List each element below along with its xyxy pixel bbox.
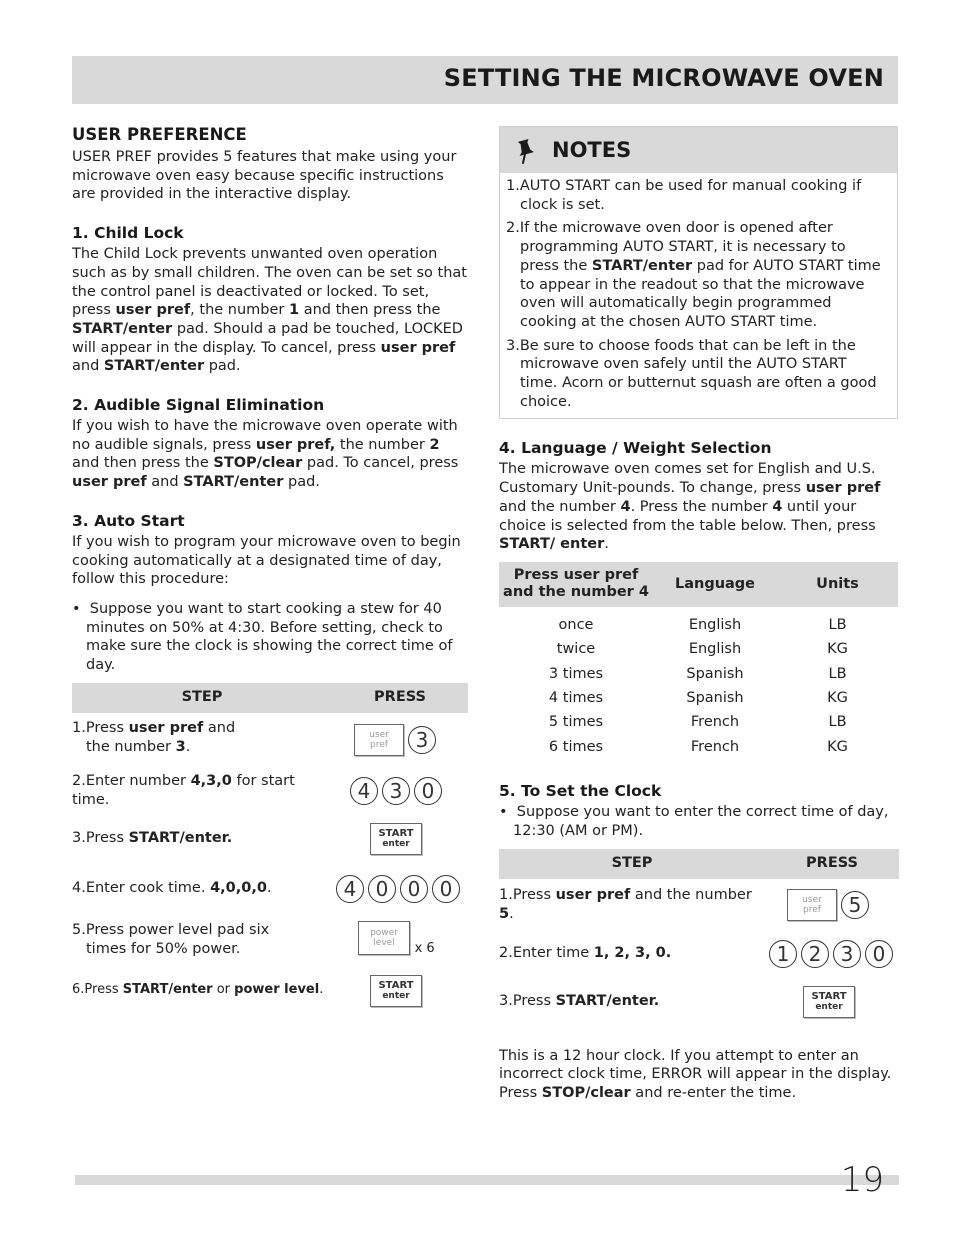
table-row	[72, 713, 468, 768]
step-column-header: STEP	[72, 683, 332, 713]
auto-start-heading: 3. Auto Start	[72, 511, 185, 530]
notes-box	[499, 126, 898, 419]
footer-bar	[75, 1175, 899, 1185]
step-cell: 3.Press START/enter.	[72, 830, 233, 847]
child-lock-heading: 1. Child Lock	[72, 224, 184, 243]
table-row	[499, 686, 898, 710]
auto-start-steps-table	[72, 683, 468, 1016]
digit-2-key[interactable]: 2	[801, 940, 829, 968]
press-cell	[332, 713, 468, 768]
auto-start-intro: If you wish to program your microwave oven to begin cooking automatically at a designated time of day, follow this procedure:	[72, 533, 461, 588]
user-pref-key[interactable]: user pref	[787, 889, 837, 921]
page-number: 19	[840, 1160, 884, 1200]
header-bar	[72, 56, 898, 104]
auto-start-bullet: • Suppose you want to start cooking a stew for 40 minutes on 50% at 4:30. Before setting, check to make sure the clock is showing the correct time of day.	[72, 600, 453, 674]
press-cell	[332, 768, 468, 814]
step-column-header: STEP	[499, 849, 765, 879]
digit-3-key[interactable]: 3	[833, 940, 861, 968]
table-row	[72, 814, 468, 864]
step-cell: 1.Press user pref and the number 5.	[499, 887, 752, 922]
user-preference-intro: USER PREF provides 5 features that make using your microwave oven easy because specific instructions are provided in the interactive display.	[72, 149, 457, 203]
notes-header	[500, 127, 897, 173]
clock-footer-text: This is a 12 hour clock. If you attempt to enter an incorrect clock time, ERROR will appear in the display. Press STOP/clear and re-enter the time.	[499, 1047, 892, 1102]
units-cell: LB	[828, 714, 847, 731]
units-cell: KG	[827, 641, 848, 658]
language-weight-text: The microwave oven comes set for English and U.S. Customary Unit-pounds. To change, press user pref and the number 4. Press the number 4 until your choice is selected from the table below. Then, press START/ enter.	[499, 461, 881, 553]
digit-3-key[interactable]: 3	[408, 726, 436, 754]
press-cell	[332, 864, 468, 914]
audible-signal-text: If you wish to have the microwave oven operate with no audible signals, press user pref, the number 2 and then press the STOP/clear pad. To cancel, press user pref and START/enter pad.	[72, 418, 459, 491]
start-enter-key[interactable]: START enter	[370, 823, 422, 855]
notes-title: NOTES	[552, 138, 632, 162]
press-cell	[765, 879, 899, 931]
step-cell: 6.Press START/enter or power level.	[72, 982, 324, 998]
table-row	[72, 966, 468, 1016]
table-row	[72, 914, 468, 966]
step-cell: 4.Enter cook time. 4,0,0,0.	[72, 880, 272, 897]
press-column-header: PRESS	[332, 683, 468, 713]
step-cell: 1.Press user pref and the number 3.	[72, 719, 236, 755]
note-3: 3.Be sure to choose foods that can be left in the microwave oven safely until the AUTO START time. Acorn or butternut squash are often a good choice.	[506, 337, 877, 410]
set-clock-bullet: • Suppose you want to enter the correct time of day, 12:30 (AM or PM).	[499, 804, 889, 839]
units-cell: LB	[828, 616, 847, 633]
step-cell: 3.Press START/enter.	[499, 993, 660, 1010]
digit-0-key[interactable]: 0	[865, 940, 893, 968]
language-cell: French	[690, 714, 740, 731]
start-enter-key[interactable]: START enter	[803, 986, 855, 1018]
note-2: 2.If the microwave oven door is opened after programming AUTO START, it is necessary to press the START/enter pad for AUTO START time to appear in the readout so that the microwave oven will automatically begin programmed cooking at the chosen AUTO START time.	[506, 220, 881, 330]
press-count-cell: once	[558, 616, 594, 633]
press-count-cell: 5 times	[548, 714, 604, 731]
digit-3-key[interactable]: 3	[382, 777, 410, 805]
digit-4-key[interactable]: 4	[336, 875, 364, 903]
clock-steps-table	[499, 849, 899, 1027]
language-cell: English	[688, 616, 742, 633]
digit-0-key[interactable]: 0	[432, 875, 460, 903]
press-count-cell: twice	[556, 641, 596, 658]
press-count-cell: 6 times	[548, 738, 604, 755]
language-cell: Spanish	[686, 689, 744, 706]
language-weight-heading: 4. Language / Weight Selection	[499, 439, 772, 458]
table-row	[72, 768, 468, 814]
press-cell	[332, 966, 468, 1016]
units-cell: LB	[828, 665, 847, 682]
user-pref-key[interactable]: user pref	[354, 724, 404, 756]
press-cell	[765, 931, 899, 977]
press-count-cell: 3 times	[548, 665, 604, 682]
press-column-header: PRESS	[765, 849, 899, 879]
units-cell: KG	[827, 689, 848, 706]
table-row	[499, 711, 898, 735]
digit-5-key[interactable]: 5	[841, 891, 869, 919]
digit-0-key[interactable]: 0	[414, 777, 442, 805]
start-enter-key[interactable]: START enter	[370, 975, 422, 1007]
press-cell	[332, 914, 468, 966]
table-row	[499, 931, 899, 977]
page-title: SETTING THE MICROWAVE OVEN	[443, 64, 884, 92]
times-label: x 6	[414, 940, 435, 956]
right-column	[499, 126, 899, 1103]
child-lock-text: The Child Lock prevents unwanted oven operation such as by small children. The oven can be set so that the control panel is deactivated or locked. To set, press user pref, the number 1 and then press the START/enter pad. Should a pad be touched, LOCKED will appear in the display. To cancel, press user pref and START/enter pad.	[72, 246, 467, 375]
table-row	[499, 879, 899, 931]
digit-4-key[interactable]: 4	[350, 777, 378, 805]
step-cell: 5.Press power level pad six times for 50% power.	[72, 921, 270, 957]
units-cell: KG	[827, 738, 848, 755]
table-row	[72, 864, 468, 914]
language-header: Language	[653, 562, 777, 607]
language-cell: Spanish	[686, 665, 744, 682]
left-column	[72, 124, 470, 1016]
power-level-key[interactable]: power level	[358, 921, 410, 955]
table-row	[499, 662, 898, 686]
pushpin-icon	[515, 137, 537, 165]
language-cell: French	[690, 738, 740, 755]
press-cell	[332, 814, 468, 864]
step-cell: 2.Enter number 4,3,0 for start time.	[72, 773, 295, 808]
step-cell: 2.Enter time 1, 2, 3, 0.	[499, 945, 672, 962]
press-count-header: Press user pref and the number 4	[499, 562, 653, 607]
table-row	[499, 977, 899, 1027]
language-table	[499, 562, 898, 759]
table-row	[499, 637, 898, 661]
press-count-cell: 4 times	[548, 689, 604, 706]
press-cell	[765, 977, 899, 1027]
digit-1-key[interactable]: 1	[769, 940, 797, 968]
digit-0-key[interactable]: 0	[400, 875, 428, 903]
table-row	[499, 613, 898, 637]
set-clock-heading: 5. To Set the Clock	[499, 782, 662, 801]
audible-signal-heading: 2. Audible Signal Elimination	[72, 396, 325, 415]
note-1: 1.AUTO START can be used for manual cooking if clock is set.	[506, 178, 862, 213]
table-row	[499, 735, 898, 759]
user-preference-heading: USER PREFERENCE	[72, 125, 247, 144]
notes-body	[500, 173, 897, 418]
units-header: Units	[777, 562, 898, 607]
digit-0-key[interactable]: 0	[368, 875, 396, 903]
language-cell: English	[688, 641, 742, 658]
